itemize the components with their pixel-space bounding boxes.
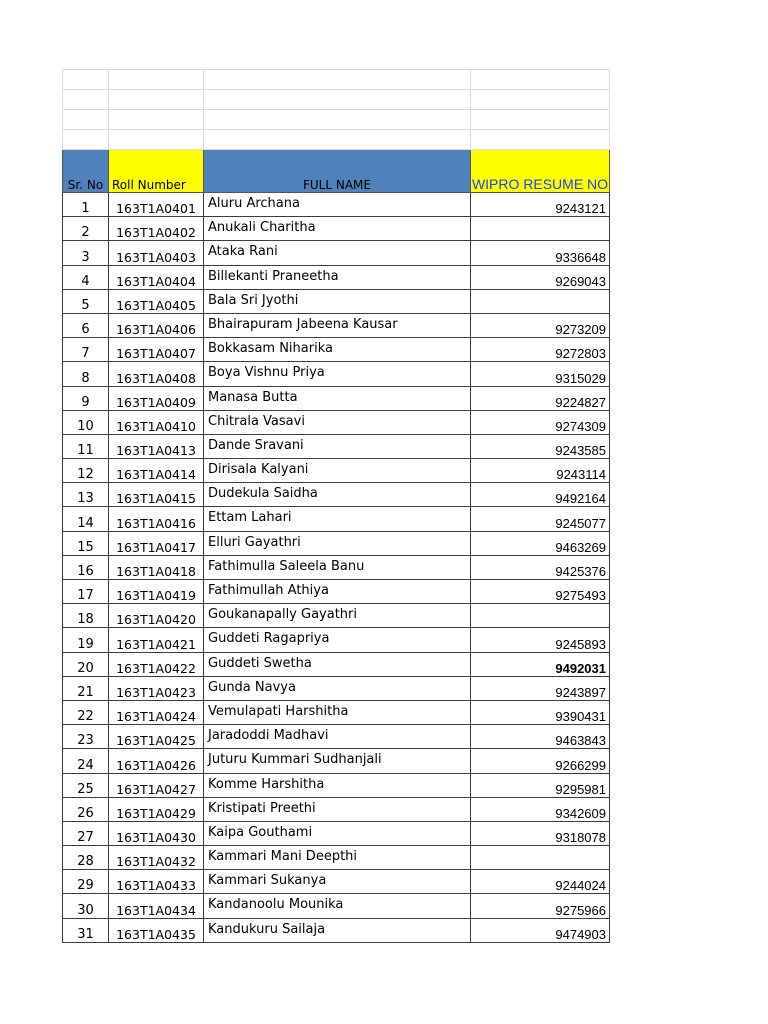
roll-number-cell[interactable]: 163T1A0419 [109, 580, 204, 604]
empty-cell[interactable] [471, 130, 610, 150]
table-row [63, 797, 610, 821]
sr-no-cell[interactable]: 20 [63, 652, 109, 676]
table-row [63, 604, 610, 628]
sr-no-cell[interactable]: 10 [63, 410, 109, 434]
table-row [63, 894, 610, 918]
resume-no-cell[interactable]: 9318078 [471, 821, 610, 845]
empty-cell[interactable] [63, 110, 109, 130]
full-name-cell[interactable]: Dirisala Kalyani [204, 459, 471, 483]
roll-number-cell[interactable]: 163T1A0415 [109, 483, 204, 507]
table-row [63, 313, 610, 337]
resume-no-cell[interactable]: 9245077 [471, 507, 610, 531]
full-name-cell[interactable]: Guddeti Swetha [204, 652, 471, 676]
full-name-cell[interactable]: Goukanapally Gayathri [204, 604, 471, 628]
resume-no-cell[interactable]: 9273209 [471, 313, 610, 337]
empty-cell[interactable] [63, 130, 109, 150]
resume-no-cell[interactable]: 9463269 [471, 531, 610, 555]
table-row [63, 773, 610, 797]
sr-no-cell[interactable]: 12 [63, 459, 109, 483]
full-name-cell[interactable]: Juturu Kummari Sudhanjali [204, 749, 471, 773]
resume-no-cell[interactable]: 9336648 [471, 241, 610, 265]
resume-no-cell[interactable]: 9492164 [471, 483, 610, 507]
roll-number-cell[interactable]: 163T1A0433 [109, 870, 204, 894]
full-name-cell[interactable]: Manasa Butta [204, 386, 471, 410]
full-name-cell[interactable]: Bokkasam Niharika [204, 338, 471, 362]
roll-number-cell[interactable]: 163T1A0414 [109, 459, 204, 483]
roll-number-cell[interactable]: 163T1A0420 [109, 604, 204, 628]
sr-no-cell[interactable]: 18 [63, 604, 109, 628]
resume-no-cell[interactable]: 9244024 [471, 870, 610, 894]
sr-no-cell[interactable]: 29 [63, 870, 109, 894]
full-name-cell[interactable]: Bala Sri Jyothi [204, 289, 471, 313]
roll-number-cell[interactable]: 163T1A0427 [109, 773, 204, 797]
header-row [63, 150, 610, 193]
roll-number-cell[interactable]: 163T1A0422 [109, 652, 204, 676]
table-row [63, 507, 610, 531]
empty-cell[interactable] [204, 130, 471, 150]
resume-no-cell[interactable]: 9274309 [471, 410, 610, 434]
table-row [63, 289, 610, 313]
full-name-cell[interactable]: Guddeti Ragapriya [204, 628, 471, 652]
roll-number-cell[interactable]: 163T1A0423 [109, 676, 204, 700]
header-wipro-resume-no[interactable]: WIPRO RESUME NO [471, 150, 610, 193]
full-name-cell[interactable]: Vemulapati Harshitha [204, 700, 471, 724]
roll-number-cell[interactable]: 163T1A0403 [109, 241, 204, 265]
full-name-cell[interactable]: Chitrala Vasavi [204, 410, 471, 434]
roll-number-cell[interactable]: 163T1A0409 [109, 386, 204, 410]
resume-no-cell[interactable]: 9474903 [471, 918, 610, 942]
full-name-cell[interactable]: Dudekula Saidha [204, 483, 471, 507]
table-row [63, 725, 610, 749]
table-row [63, 652, 610, 676]
full-name-cell[interactable]: Elluri Gayathri [204, 531, 471, 555]
empty-cell[interactable] [471, 110, 610, 130]
full-name-cell[interactable]: Komme Harshitha [204, 773, 471, 797]
sr-no-cell[interactable]: 7 [63, 338, 109, 362]
resume-no-cell[interactable] [471, 217, 610, 241]
empty-cell[interactable] [204, 70, 471, 90]
resume-no-cell[interactable]: 9295981 [471, 773, 610, 797]
table-row [63, 362, 610, 386]
roll-number-cell[interactable]: 163T1A0401 [109, 193, 204, 217]
empty-cell[interactable] [204, 110, 471, 130]
sr-no-cell[interactable]: 13 [63, 483, 109, 507]
roll-number-cell[interactable]: 163T1A0429 [109, 797, 204, 821]
sr-no-cell[interactable]: 17 [63, 580, 109, 604]
sr-no-cell[interactable]: 22 [63, 700, 109, 724]
full-name-cell[interactable]: Anukali Charitha [204, 217, 471, 241]
sr-no-cell[interactable]: 14 [63, 507, 109, 531]
full-name-cell[interactable]: Gunda Navya [204, 676, 471, 700]
empty-row [63, 70, 610, 90]
table-row [63, 434, 610, 458]
roll-number-cell[interactable]: 163T1A0435 [109, 918, 204, 942]
empty-cell[interactable] [204, 90, 471, 110]
roll-number-cell[interactable]: 163T1A0413 [109, 434, 204, 458]
sr-no-cell[interactable]: 26 [63, 797, 109, 821]
resume-no-cell[interactable] [471, 604, 610, 628]
sr-no-cell[interactable]: 28 [63, 846, 109, 870]
table-row [63, 918, 610, 942]
table-row [63, 555, 610, 579]
empty-row [63, 110, 610, 130]
roll-number-cell[interactable]: 163T1A0432 [109, 846, 204, 870]
roll-number-cell[interactable]: 163T1A0421 [109, 628, 204, 652]
full-name-cell[interactable]: Fathimulla Saleela Banu [204, 555, 471, 579]
resume-no-cell[interactable]: 9463843 [471, 725, 610, 749]
sr-no-cell[interactable]: 23 [63, 725, 109, 749]
empty-cell[interactable] [471, 70, 610, 90]
roll-number-cell[interactable]: 163T1A0424 [109, 700, 204, 724]
full-name-cell[interactable]: Jaradoddi Madhavi [204, 725, 471, 749]
empty-cell[interactable] [109, 70, 204, 90]
table-row [63, 700, 610, 724]
header-roll-number[interactable]: Roll Number [109, 150, 204, 193]
resume-no-cell[interactable]: 9275966 [471, 894, 610, 918]
full-name-cell[interactable]: Ettam Lahari [204, 507, 471, 531]
roll-number-cell[interactable]: 163T1A0430 [109, 821, 204, 845]
full-name-cell[interactable]: Aluru Archana [204, 193, 471, 217]
sr-no-cell[interactable]: 8 [63, 362, 109, 386]
sr-no-cell[interactable]: 31 [63, 918, 109, 942]
empty-cell[interactable] [109, 90, 204, 110]
empty-row [63, 130, 610, 150]
table-row [63, 846, 610, 870]
full-name-cell[interactable]: Kammari Mani Deepthi [204, 846, 471, 870]
sr-no-cell[interactable]: 24 [63, 749, 109, 773]
roll-number-cell[interactable]: 163T1A0407 [109, 338, 204, 362]
table-row [63, 386, 610, 410]
table-row [63, 483, 610, 507]
roll-number-cell[interactable]: 163T1A0425 [109, 725, 204, 749]
full-name-cell[interactable]: Billekanti Praneetha [204, 265, 471, 289]
sr-no-cell[interactable]: 30 [63, 894, 109, 918]
table-row [63, 821, 610, 845]
resume-no-cell[interactable] [471, 846, 610, 870]
header-sr-no[interactable]: Sr. No [63, 150, 109, 193]
sr-no-cell[interactable]: 9 [63, 386, 109, 410]
sr-no-cell[interactable]: 15 [63, 531, 109, 555]
table-row [63, 870, 610, 894]
sr-no-cell[interactable]: 3 [63, 241, 109, 265]
resume-no-cell[interactable]: 9243897 [471, 676, 610, 700]
resume-no-cell[interactable]: 9243121 [471, 193, 610, 217]
resume-no-cell[interactable] [471, 289, 610, 313]
table-row [63, 676, 610, 700]
table-row [63, 193, 610, 217]
full-name-cell[interactable]: Bhairapuram Jabeena Kausar [204, 313, 471, 337]
resume-no-cell[interactable]: 9492031 [471, 652, 610, 676]
full-name-cell[interactable]: Kaipa Gouthami [204, 821, 471, 845]
full-name-cell[interactable]: Kandukuru Sailaja [204, 918, 471, 942]
roll-number-cell[interactable]: 163T1A0404 [109, 265, 204, 289]
sr-no-cell[interactable]: 16 [63, 555, 109, 579]
resume-no-cell[interactable]: 9243114 [471, 459, 610, 483]
roll-number-cell[interactable]: 163T1A0426 [109, 749, 204, 773]
empty-cell[interactable] [109, 110, 204, 130]
table-row [63, 749, 610, 773]
table-row [63, 217, 610, 241]
table-row [63, 531, 610, 555]
table-row [63, 580, 610, 604]
table-row [63, 338, 610, 362]
sr-no-cell[interactable]: 21 [63, 676, 109, 700]
resume-no-cell[interactable]: 9269043 [471, 265, 610, 289]
resume-no-cell[interactable]: 9224827 [471, 386, 610, 410]
full-name-cell[interactable]: Kammari Sukanya [204, 870, 471, 894]
resume-no-cell[interactable]: 9390431 [471, 700, 610, 724]
resume-no-cell[interactable]: 9425376 [471, 555, 610, 579]
full-name-cell[interactable]: Dande Sravani [204, 434, 471, 458]
roll-number-cell[interactable]: 163T1A0417 [109, 531, 204, 555]
empty-cell[interactable] [471, 90, 610, 110]
roll-number-cell[interactable]: 163T1A0434 [109, 894, 204, 918]
table-row [63, 241, 610, 265]
roll-number-cell[interactable]: 163T1A0402 [109, 217, 204, 241]
roll-number-cell[interactable]: 163T1A0406 [109, 313, 204, 337]
full-name-cell[interactable]: Kandanoolu Mounika [204, 894, 471, 918]
full-name-cell[interactable]: Ataka Rani [204, 241, 471, 265]
table-row [63, 410, 610, 434]
resume-no-cell[interactable]: 9245893 [471, 628, 610, 652]
full-name-cell[interactable]: Kristipati Preethi [204, 797, 471, 821]
full-name-cell[interactable]: Boya Vishnu Priya [204, 362, 471, 386]
resume-no-cell[interactable]: 9275493 [471, 580, 610, 604]
empty-cell[interactable] [109, 130, 204, 150]
resume-no-cell[interactable]: 9272803 [471, 338, 610, 362]
sr-no-cell[interactable]: 2 [63, 217, 109, 241]
sr-no-cell[interactable]: 11 [63, 434, 109, 458]
roll-number-cell[interactable]: 163T1A0410 [109, 410, 204, 434]
table-row [63, 265, 610, 289]
sr-no-cell[interactable]: 25 [63, 773, 109, 797]
sr-no-cell[interactable]: 6 [63, 313, 109, 337]
student-resume-table [62, 69, 610, 943]
sr-no-cell[interactable]: 1 [63, 193, 109, 217]
header-full-name[interactable]: FULL NAME [204, 150, 471, 193]
full-name-cell[interactable]: Fathimullah Athiya [204, 580, 471, 604]
table-row [63, 628, 610, 652]
roll-number-cell[interactable]: 163T1A0418 [109, 555, 204, 579]
sr-no-cell[interactable]: 27 [63, 821, 109, 845]
resume-no-cell[interactable]: 9315029 [471, 362, 610, 386]
roll-number-cell[interactable]: 163T1A0416 [109, 507, 204, 531]
roll-number-cell[interactable]: 163T1A0405 [109, 289, 204, 313]
resume-no-cell[interactable]: 9342609 [471, 797, 610, 821]
sr-no-cell[interactable]: 19 [63, 628, 109, 652]
roll-number-cell[interactable]: 163T1A0408 [109, 362, 204, 386]
resume-no-cell[interactable]: 9243585 [471, 434, 610, 458]
empty-cell[interactable] [63, 70, 109, 90]
sr-no-cell[interactable]: 5 [63, 289, 109, 313]
resume-no-cell[interactable]: 9266299 [471, 749, 610, 773]
table-row [63, 459, 610, 483]
sr-no-cell[interactable]: 4 [63, 265, 109, 289]
empty-cell[interactable] [63, 90, 109, 110]
empty-row [63, 90, 610, 110]
